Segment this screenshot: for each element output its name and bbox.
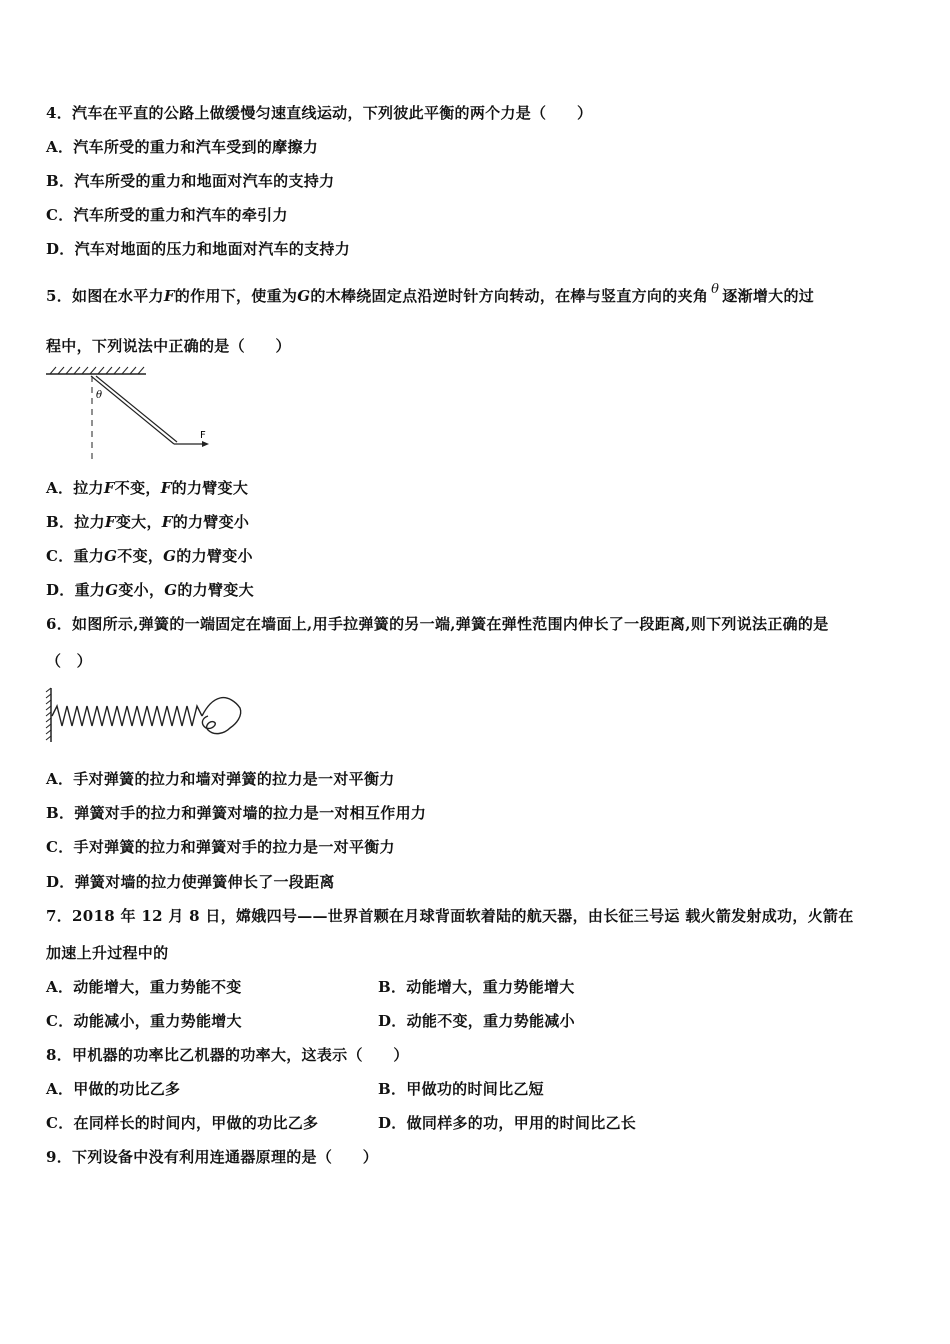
q5-option-c-var2: G: [163, 547, 177, 565]
q5-stem-var-g: G: [297, 287, 311, 305]
q4-option-c: C．汽车所受的重力和汽车的牵引力: [46, 206, 288, 224]
q8-option-a: A．甲做的功比乙多: [46, 1080, 181, 1098]
q5-option-a-post: 的力臂变大: [171, 479, 249, 497]
q5-option-d-mid: 变小，: [118, 581, 165, 599]
q5-option-b-post: 的力臂变小: [172, 513, 250, 531]
q8-stem: 8．甲机器的功率比乙机器的功率大，这表示（ ）: [46, 1046, 409, 1064]
rod-edge-bottom: [96, 376, 177, 442]
hand-drawing: [202, 698, 241, 734]
q5-option-b-var2: F: [161, 513, 173, 531]
q5-option-b: [46, 511, 249, 532]
q5-option-b-var1: F: [104, 513, 116, 531]
q5-option-c-post: 的力臂变小: [176, 547, 253, 565]
q7-option-d: D．动能不变，重力势能减小: [378, 1012, 575, 1030]
q9-stem: 9．下列设备中没有利用连通器原理的是（ ）: [46, 1148, 379, 1166]
q5-option-a: [46, 477, 248, 498]
q5-stem-line1: [46, 282, 815, 306]
q5-stem-part-c: 的木棒绕固定点沿逆时针方向转动，在棒与竖直方向的夹角: [310, 287, 709, 305]
force-label: F: [200, 430, 206, 441]
q6-option-a: A．手对弹簧的拉力和墙对弹簧的拉力是一对平衡力: [46, 770, 395, 788]
q4-option-d: D．汽车对地面的压力和地面对汽车的支持力: [46, 240, 351, 258]
q7-stem-line2: 加速上升过程中的: [46, 944, 169, 962]
theta-label: θ: [96, 390, 103, 401]
q5-stem-part-d: 逐渐增大的过: [722, 287, 815, 305]
q5-option-a-var1: F: [103, 479, 115, 497]
q5-stem-line2: 程中，下列说法中正确的是（ ）: [46, 337, 291, 355]
q5-option-d-var1: G: [105, 581, 119, 599]
q5-stem-part-b: 的作用下，使重为: [174, 287, 298, 305]
q5-option-c-pre: C．重力: [46, 547, 105, 565]
spring-figure: [44, 684, 244, 746]
q4-option-a: A．汽车所受的重力和汽车受到的摩擦力: [46, 138, 319, 156]
spring-coil: [52, 706, 202, 726]
q7-option-b: B．动能增大，重力势能增大: [378, 978, 575, 996]
q5-option-d-var2: G: [164, 581, 178, 599]
q5-option-b-mid: 变大，: [115, 513, 162, 531]
q5-option-c-mid: 不变，: [117, 547, 164, 565]
q6-stem-line1: 6．如图所示,弹簧的一端固定在墙面上,用手拉弹簧的另一端,弹簧在弹性范围内伸长了一段距离,则下列说法正确的是: [46, 615, 829, 633]
q5-option-a-mid: 不变，: [114, 479, 161, 497]
q7-stem-line1: 7．2018 年 12 月 8 日，嫦娥四号——世界首颗在月球背面软着陆的航天器，由长征三号运 载火箭发射成功，火箭在: [46, 907, 854, 925]
q5-option-a-pre: A．拉力: [46, 479, 104, 497]
force-arrowhead: [202, 441, 209, 447]
rod-edge-top: [91, 376, 174, 444]
q5-option-c: [46, 545, 253, 566]
q4-stem: 4．汽车在平直的公路上做缓慢匀速直线运动，下列彼此平衡的两个力是（ ）: [46, 104, 593, 122]
q8-option-b: B．甲做功的时间比乙短: [378, 1080, 544, 1098]
q8-option-d: D．做同样多的功，甲用的时间比乙长: [378, 1114, 637, 1132]
q5-stem-theta: θ: [711, 282, 720, 297]
q5-option-b-pre: B．拉力: [46, 513, 105, 531]
q5-stem-part-a: 5．如图在水平力: [46, 287, 164, 305]
q5-option-d-pre: D．重力: [46, 581, 106, 599]
q5-option-d-post: 的力臂变大: [177, 581, 254, 599]
q7-option-c: C．动能减小，重力势能增大: [46, 1012, 242, 1030]
q7-option-a: A．动能增大，重力势能不变: [46, 978, 242, 996]
q6-stem-line2: （ ）: [46, 652, 92, 670]
q5-option-a-var2: F: [160, 479, 172, 497]
q6-option-b: B．弹簧对手的拉力和弹簧对墙的拉力是一对相互作用力: [46, 804, 427, 822]
q6-option-c: C．手对弹簧的拉力和弹簧对手的拉力是一对平衡力: [46, 838, 395, 856]
lever-figure: [44, 364, 214, 464]
q5-stem-var-f: F: [163, 287, 175, 305]
q6-option-d: D．弹簧对墙的拉力使弹簧伸长了一段距离: [46, 873, 335, 891]
ceiling-hatch: [50, 367, 144, 374]
q5-option-d: [46, 579, 254, 600]
q5-option-c-var1: G: [104, 547, 118, 565]
q4-option-b: B．汽车所受的重力和地面对汽车的支持力: [46, 172, 335, 190]
q8-option-c: C．在同样长的时间内，甲做的功比乙多: [46, 1114, 319, 1132]
